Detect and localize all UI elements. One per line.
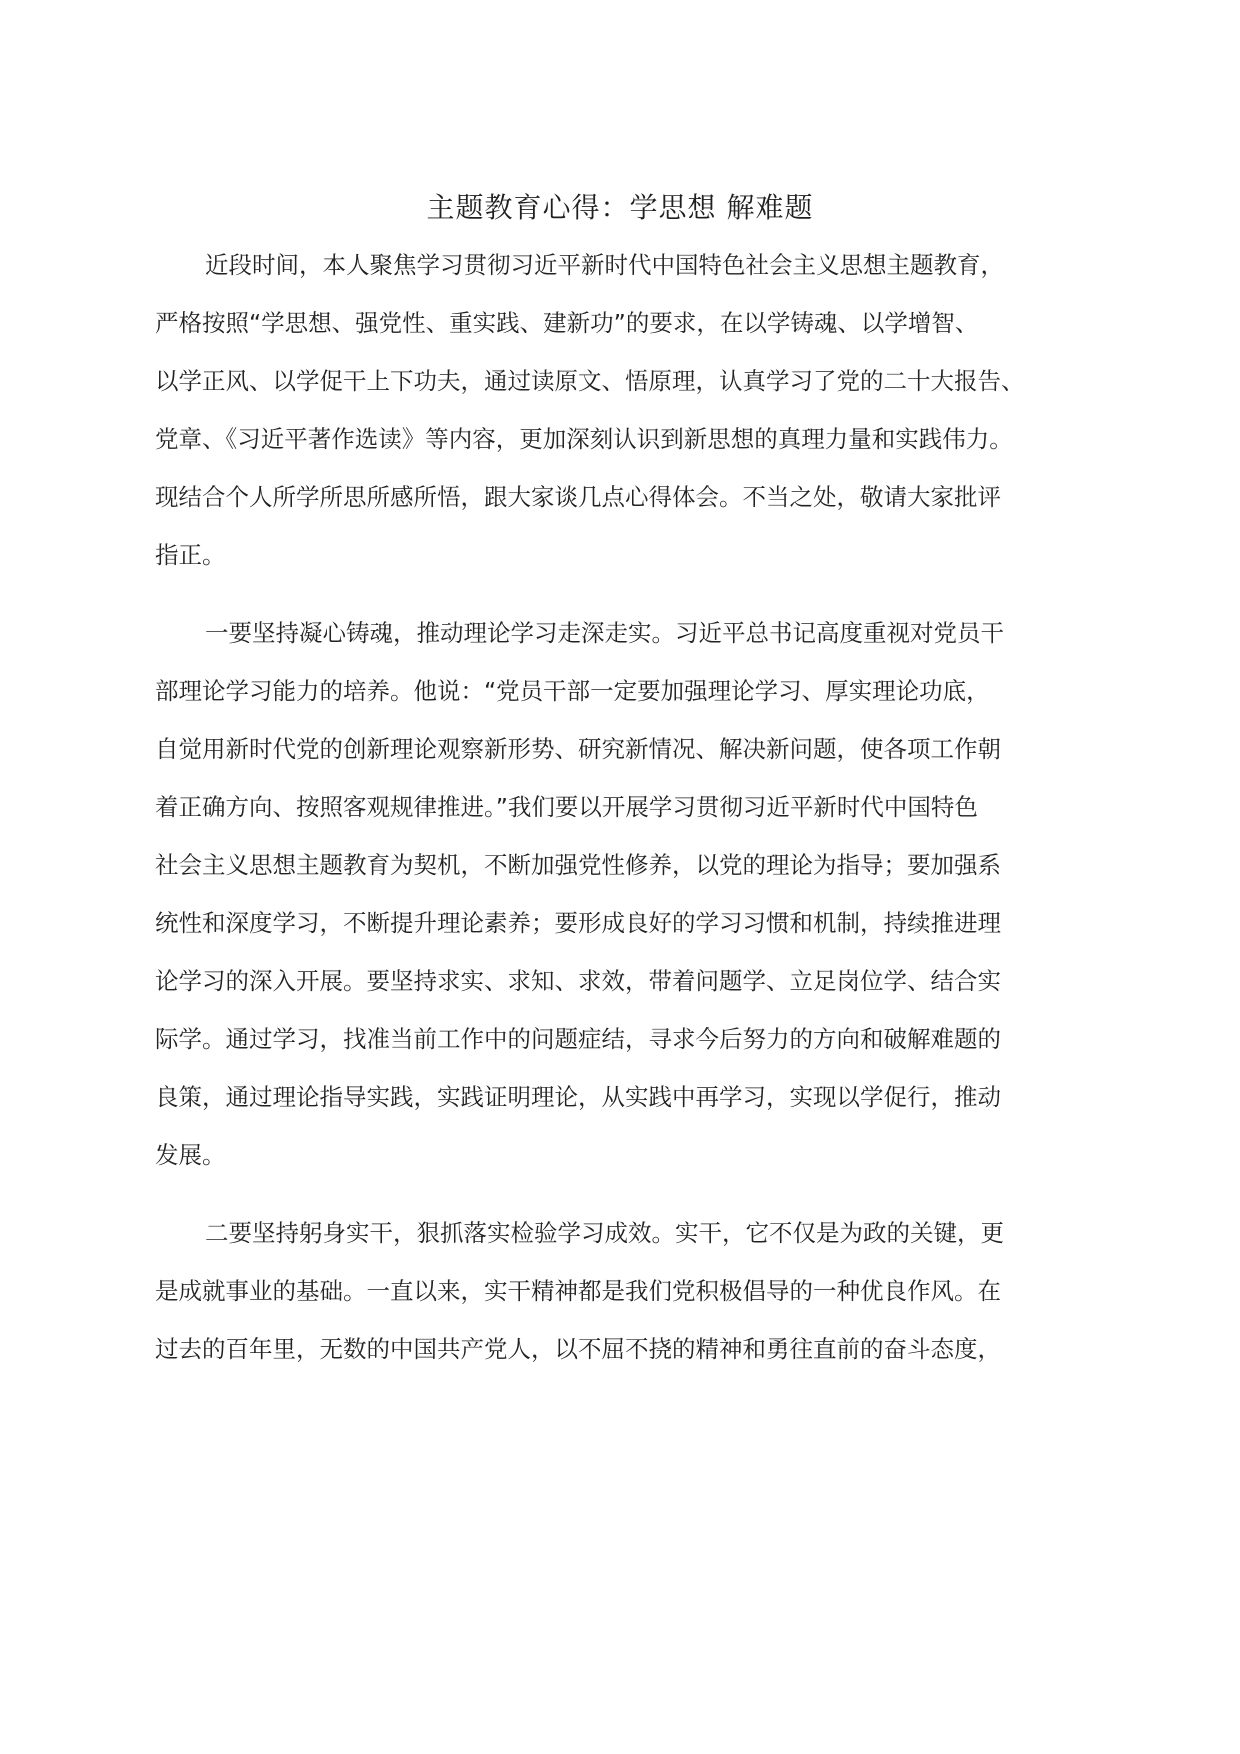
paragraph-2-line-9: 良策，通过理论指导实践，实践证明理论，从实践中再学习，实现以学促行，推动 xyxy=(155,1083,1001,1111)
paragraph-2-line-6: 统性和深度学习，不断提升理论素养；要形成良好的学习习惯和机制，持续推进理 xyxy=(155,909,1001,937)
paragraph-1-line-1: 近段时间，本人聚焦学习贯彻习近平新时代中国特色社会主义思想主题教育， xyxy=(205,251,1004,279)
paragraph-2-line-10: 发展。 xyxy=(155,1141,226,1169)
paragraph-2-line-7: 论学习的深入开展。要坚持求实、求知、求效，带着问题学、立足岗位学、结合实 xyxy=(155,967,1001,995)
paragraph-2-line-5: 社会主义思想主题教育为契机，不断加强党性修养，以党的理论为指导；要加强系 xyxy=(155,851,1001,879)
paragraph-3-line-3: 过去的百年里，无数的中国共产党人，以不屈不挠的精神和勇往直前的奋斗态度， xyxy=(155,1335,1001,1363)
paragraph-2-line-4: 着正确方向、按照客观规律推进。”我们要以开展学习贯彻习近平新时代中国特色 xyxy=(155,793,978,821)
paragraph-1-line-2: 严格按照“学思想、强党性、重实践、建新功”的要求，在以学铸魂、以学增智、 xyxy=(155,309,979,337)
paragraph-1-line-4: 党章、《习近平著作选读》等内容，更加深刻认识到新思想的真理力量和实践伟力。 xyxy=(155,425,1013,453)
paragraph-2-line-2: 部理论学习能力的培养。他说：“党员干部一定要加强理论学习、厚实理论功底， xyxy=(155,677,990,705)
document-title: 主题教育心得：学思想 解难题 xyxy=(426,191,814,224)
paragraph-3-line-2: 是成就事业的基础。一直以来，实干精神都是我们党积极倡导的一种优良作风。在 xyxy=(155,1277,1001,1305)
paragraph-1-line-5: 现结合个人所学所思所感所悟，跟大家谈几点心得体会。不当之处，敬请大家批评 xyxy=(155,483,1001,511)
paragraph-3-line-1: 二要坚持躬身实干，狠抓落实检验学习成效。实干，它不仅是为政的关键，更 xyxy=(205,1219,1004,1247)
paragraph-1-line-6: 指正。 xyxy=(155,541,226,569)
paragraph-1-line-3: 以学正风、以学促干上下功夫，通过读原文、悟原理，认真学习了党的二十大报告、 xyxy=(155,367,1025,395)
paragraph-2-line-3: 自觉用新时代党的创新理论观察新形势、研究新情况、解决新问题，使各项工作朝 xyxy=(155,735,1001,763)
paragraph-2-line-8: 际学。通过学习，找准当前工作中的问题症结，寻求今后努力的方向和破解难题的 xyxy=(155,1025,1001,1053)
paragraph-2-line-1: 一要坚持凝心铸魂，推动理论学习走深走实。习近平总书记高度重视对党员干 xyxy=(205,619,1004,647)
